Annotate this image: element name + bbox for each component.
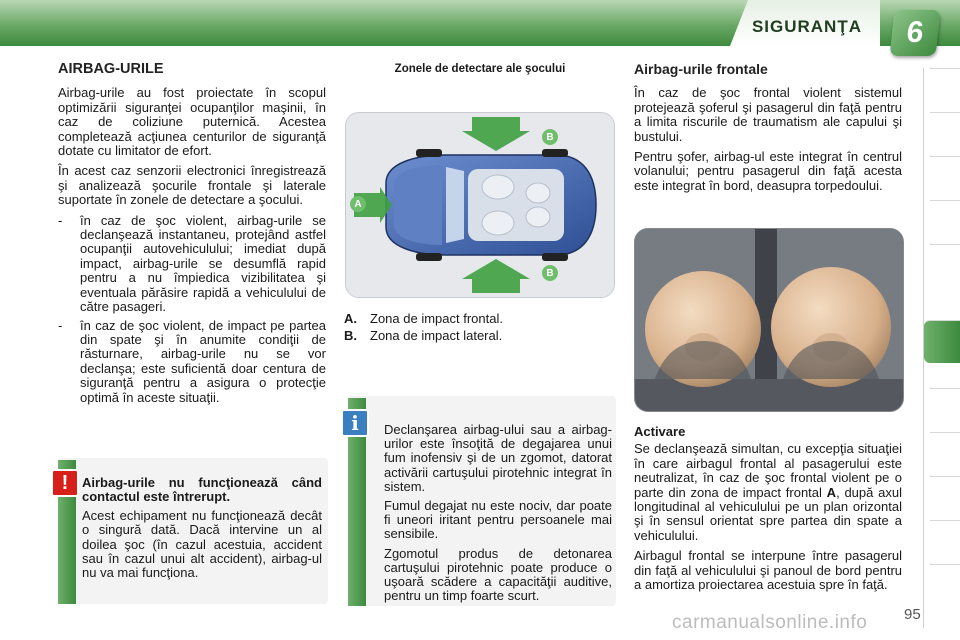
chapter-side-tabs <box>923 68 960 628</box>
side-tab[interactable] <box>930 432 960 463</box>
legend-text: Zona de impact frontal. <box>370 311 503 326</box>
zone-b-marker-bottom: B <box>542 265 558 281</box>
activation-text-after: , după axul longitudinal al vehiculului pe un plan orizontal şi în sensul orientat spre partea din spate a vehiculului. <box>634 484 902 543</box>
activation-text-before: Se declanşează simultan, cu excepţia situaţiei în care airbagul frontal al pasagerului este neutralizat, în caz de şoc frontal violent pe o parte din zona de impact frontal <box>634 441 902 500</box>
legend-text: Zona de impact lateral. <box>370 328 503 343</box>
activation-paragraph <box>634 442 902 543</box>
info-paragraph: Declanşarea airbag-ului sau a airbag-urilor este însoţită de degajarea unui fum inofensiv şi de un zgomot, datorat activării cartuşului pirotehnic integrat în sistem. <box>384 422 612 494</box>
chapter-title: SIGURANŢA <box>751 17 862 36</box>
side-tab[interactable] <box>930 156 960 187</box>
list-item-text: în caz de şoc violent, airbag-urile se declanşează instantaneu, protejând astfel ocupanţii autovehiculului; imediat după impact, airbag-urile se desumflă rapid pentru a nu împiedica vizibilitatea şi eventuala părăsire rapidă a vehiculului de către pasageri. <box>80 212 326 315</box>
info-paragraph: Zgomotul produs de detonarea cartuşului pirotehnic poate produce o uşoară scădere a capacităţii auditive, pentru un timp foarte scurt. <box>384 545 612 604</box>
list-dash: - <box>58 317 63 333</box>
legend-key: B. <box>344 328 357 343</box>
list-item <box>58 319 326 405</box>
warning-paragraph: Acest echipament nu funcţionează decât o singură dată. Dacă intervine un al doilea şoc (în cazul acestuia, accident sau în cazul unui alt accident), airbag-ul nu va mai funcţiona. <box>82 507 322 581</box>
right-column-top <box>634 62 902 199</box>
legend-key: A. <box>344 311 357 326</box>
side-tab[interactable] <box>930 68 960 99</box>
list-item <box>58 214 326 315</box>
list-dash: - <box>58 212 63 228</box>
activation-title: Activare <box>634 424 686 439</box>
side-tab[interactable] <box>930 564 960 595</box>
legend-row <box>344 327 503 344</box>
side-tab[interactable] <box>930 388 960 419</box>
legend-row <box>344 310 503 327</box>
car-top-view-illustration <box>346 113 614 297</box>
side-tab[interactable] <box>930 200 960 231</box>
page-number: 95 <box>904 606 921 623</box>
paragraph: În acest caz senzorii electronici înregistrează şi analizează şocurile frontale şi laterale suportate în zonele de detectare a şocului. <box>58 163 326 208</box>
paragraph: În caz de şoc frontal violent sistemul protejează şoferul şi pasagerul din faţă pentru a limita riscurile de traumatism ale capului şi bustului. <box>634 85 902 144</box>
site-watermark: carmanualsonline.info <box>672 612 868 633</box>
list-item-text: în caz de şoc violent, de impact pe partea din spate şi în anumite condiţii de răsturnare, airbag-urile nu se vor declanşa; este suficientă doar centura de siguranţă pentru a asigura o protecţie optimă în aceste situaţii. <box>80 317 326 405</box>
exclamation-icon: ! <box>51 469 79 497</box>
deployed-airbags-illustration <box>635 229 903 411</box>
chapter-number-badge: 6 <box>890 10 941 56</box>
section-title-airbags: AIRBAG-URILE <box>58 61 164 77</box>
side-tab[interactable] <box>930 112 960 143</box>
warning-text <box>82 476 322 585</box>
warning-title: Airbag-urile nu funcţionează când contactul este întrerupt. <box>82 475 322 505</box>
detection-zones-figure <box>345 112 615 298</box>
figure-legend <box>344 310 503 344</box>
info-icon: i <box>341 409 369 437</box>
paragraph: Airbagul frontal se interpune între pasagerul din faţă al vehiculului şi panoul de bord pentru a amortiza proiectarea acestuia spre în faţă. <box>634 548 902 593</box>
paragraph: Pentru şofer, airbag-ul este integrat în centrul volanului; pentru pasagerul din faţă acesta este integrat în bord, deasupra torpedoului. <box>634 149 902 193</box>
left-column <box>58 62 326 409</box>
side-tab[interactable] <box>930 476 960 507</box>
activation-zone-key: A <box>826 484 837 500</box>
zone-a-marker: A <box>350 196 366 212</box>
side-tab[interactable] <box>930 244 960 275</box>
paragraph: Airbag-urile au fost proiectate în scopul optimizării siguranţei ocupanţilor maşinii, în caz de coliziune puternică. Acestea completează acţiunea centurilor de siguranţă dotate cu limitator de efort. <box>58 85 326 159</box>
zone-b-marker-top: B <box>542 129 558 145</box>
section-title-frontal-airbags: Airbag-urile frontale <box>634 61 768 77</box>
side-tab[interactable] <box>930 520 960 551</box>
info-paragraph: Fumul degajat nu este nociv, dar poate fi uneori iritant pentru persoanele mai sensibile. <box>384 498 612 542</box>
side-tab-active[interactable] <box>924 320 960 363</box>
frontal-airbags-photo <box>634 228 904 412</box>
info-text <box>384 423 612 608</box>
figure-title: Zonele de detectare ale şocului <box>394 63 566 75</box>
right-column-bottom <box>634 425 902 598</box>
